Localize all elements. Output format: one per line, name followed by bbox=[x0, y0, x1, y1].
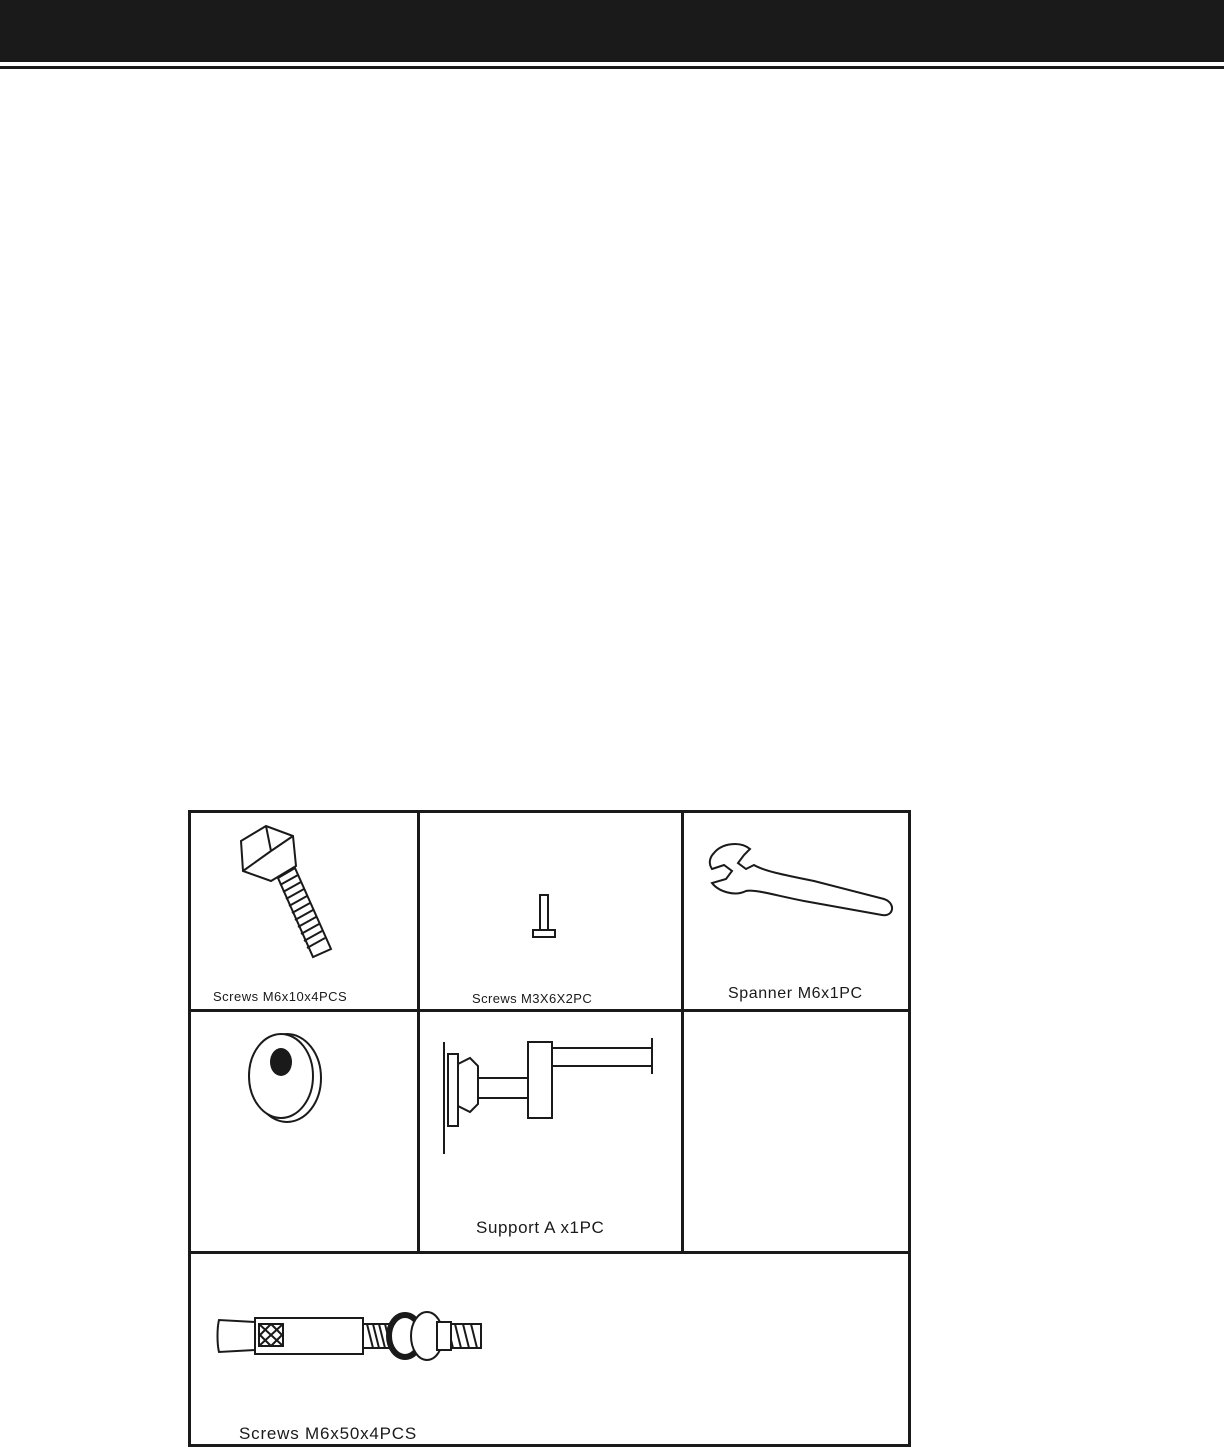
part-cell-support-a bbox=[420, 1012, 681, 1251]
part-cell-empty bbox=[684, 1012, 908, 1251]
support-bracket-icon bbox=[438, 1034, 678, 1154]
spanner-icon bbox=[704, 835, 904, 915]
parts-table bbox=[188, 810, 911, 1447]
part-cell-spanner bbox=[684, 813, 908, 1009]
washer-icon bbox=[241, 1030, 331, 1125]
header-bar bbox=[0, 0, 1224, 62]
part-label-screw-m6x10: Screws M6x10x4PCS bbox=[213, 989, 348, 1004]
header-rule bbox=[0, 66, 1224, 69]
part-label-spanner: Spanner M6x1PC bbox=[728, 985, 863, 1002]
hex-bolt-icon bbox=[231, 821, 351, 961]
part-cell-screw-m6x10 bbox=[191, 813, 417, 1009]
part-label-screw-m3x6: Screws M3X6X2PC bbox=[472, 991, 593, 1006]
part-cell-washer bbox=[191, 1012, 417, 1251]
part-cell-screw-m6x50 bbox=[191, 1254, 908, 1444]
part-cell-screw-m3x6 bbox=[420, 813, 681, 1009]
part-label-support-a: Support A x1PC bbox=[476, 1218, 605, 1237]
part-label-screw-m6x50: Screws M6x50x4PCS bbox=[239, 1424, 417, 1443]
small-screw-icon bbox=[525, 891, 565, 941]
expansion-bolt-icon bbox=[215, 1300, 495, 1370]
